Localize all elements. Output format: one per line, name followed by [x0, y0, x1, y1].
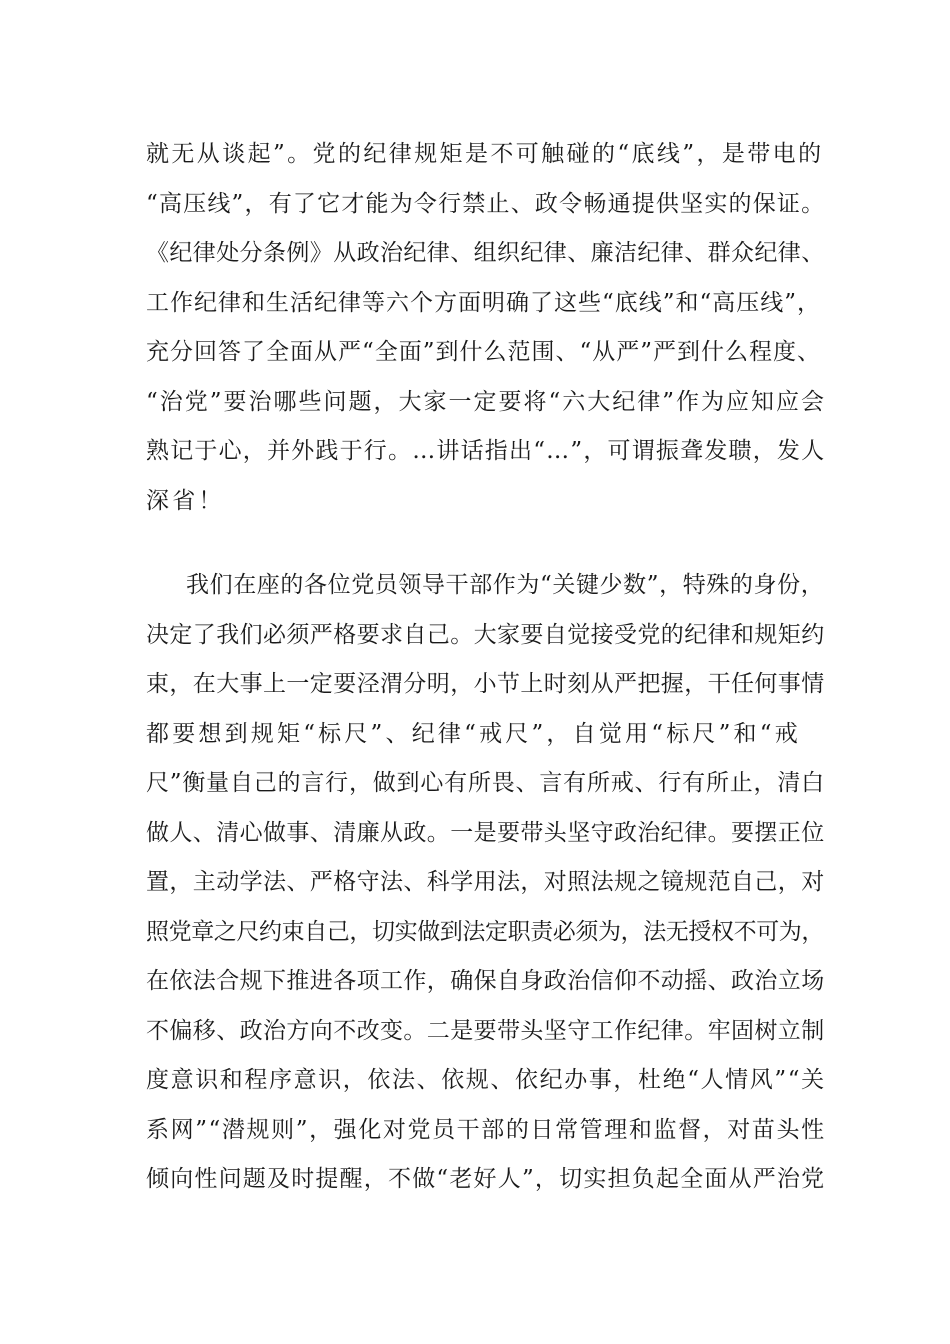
text-line: 《纪律处分条例》从政治纪律、组织纪律、廉洁纪律、群众纪律、 — [146, 240, 825, 266]
text-line: 束，在大事上一定要泾渭分明，小节上时刻从严把握，干任何事情 — [146, 671, 825, 697]
text-line: 我们在座的各位党员领导干部作为“关键少数”，特殊的身份， — [186, 572, 825, 598]
text-line: 都要想到规矩“标尺”、纪律“戒尺”，自觉用“标尺”和“戒 — [146, 720, 801, 747]
text-line: “高压线”，有了它才能为令行禁止、政令畅通提供坚实的保证。 — [146, 190, 826, 217]
text-line: 度意识和程序意识，依法、依规、依纪办事，杜绝“人情风”“关 — [146, 1067, 826, 1093]
text-line: 充分回答了全面从严“全面”到什么范围、“从严”严到什么程度、 — [146, 339, 822, 365]
text-line: 置，主动学法、严格守法、科学用法，对照法规之镜规范自己，对 — [146, 869, 825, 895]
text-line: 就无从谈起”。党的纪律规矩是不可触碰的“底线”，是带电的 — [146, 141, 824, 167]
text-line: 系网”“潜规则”，强化对党员干部的日常管理和监督，对苗头性 — [146, 1116, 826, 1143]
text-line: 不偏移、政治方向不改变。二是要带头坚守工作纪律。牢固树立制 — [146, 1017, 825, 1044]
text-line: 深省！ — [146, 487, 225, 514]
text-line: 倾向性问题及时提醒，不做“老好人”，切实担负起全面从严治党 — [146, 1166, 826, 1192]
text-line: 工作纪律和生活纪律等六个方面明确了这些“底线”和“高压线”， — [146, 289, 822, 316]
text-line: 在依法合规下推进各项工作，确保自身政治信仰不动摇、政治立场 — [146, 968, 825, 994]
paragraph-2 — [146, 561, 826, 1205]
text-line: 做人、清心做事、清廉从政。一是要带头坚守政治纪律。要摆正位 — [146, 819, 825, 846]
text-line: 照党章之尺约束自己，切实做到法定职责必须为，法无授权不可为， — [146, 918, 825, 945]
paragraph-1 — [146, 130, 826, 526]
text-line: “治党”要治哪些问题，大家一定要将“六大纪律”作为应知应会 — [146, 388, 827, 415]
text-line: 决定了我们必须严格要求自己。大家要自觉接受党的纪律和规矩约 — [146, 621, 825, 648]
text-line: 熟记于心，并外践于行。…讲话指出“…”，可谓振聋发聩，发人 — [146, 438, 826, 464]
text-line: 尺”衡量自己的言行，做到心有所畏、言有所戒、行有所止，清白 — [146, 770, 825, 796]
